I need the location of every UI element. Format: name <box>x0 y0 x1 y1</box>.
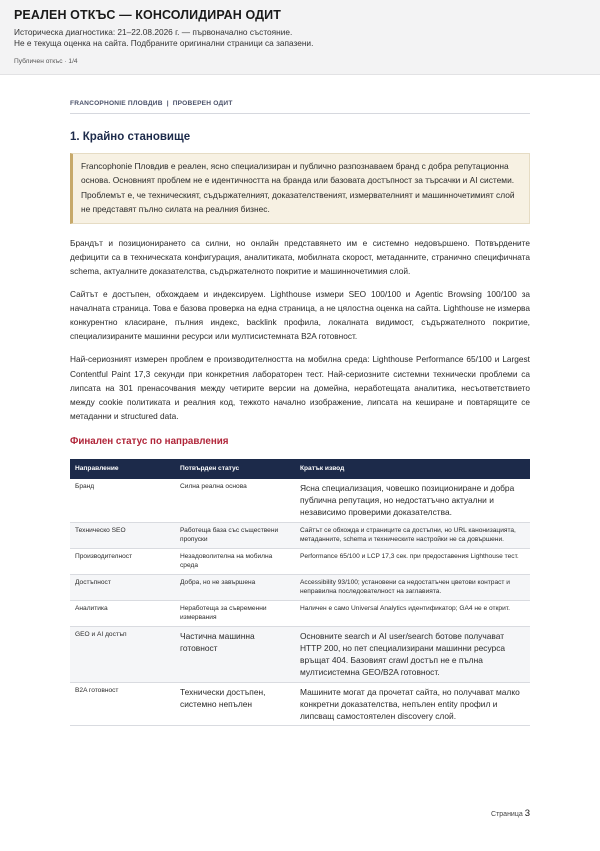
cell-area: Бранд <box>70 479 175 522</box>
table-row <box>70 600 530 626</box>
cell-status: Технически достъпен, системно непълен <box>175 682 295 726</box>
section-title: 1. Крайно становище <box>70 131 191 143</box>
cell-status: Добра, но не завършена <box>175 574 295 600</box>
column-header-summary: Кратък извод <box>295 459 530 479</box>
banner-note-date: Историческа диагностика: 21–22.08.2026 г. — първоначално състояние. <box>14 27 293 37</box>
cell-status: Частична машинна готовност <box>175 626 295 682</box>
cell-area: Достъпност <box>70 574 175 600</box>
header-brand: FRANCOPHONIE ПЛОВДИВ <box>70 100 163 107</box>
cell-summary: Наличен е само Universal Analytics идентификатор; GA4 не е открит. <box>295 600 530 626</box>
cell-summary: Ясна специализация, човешко позициониране и добра публична репутация, но недостатъчно актуални и независимо проверими доказателства. <box>295 479 530 522</box>
header-section: ПРОВЕРЕН ОДИТ <box>172 100 233 107</box>
cell-summary: Performance 65/100 и LCP 17,3 сек. при предоставения Lighthouse тест. <box>295 548 530 574</box>
table-row <box>70 522 530 548</box>
banner-meta: Публичен откъс · 1/4 <box>14 57 78 65</box>
table-row <box>70 548 530 574</box>
cell-status: Незадоволителна на мобилна среда <box>175 548 295 574</box>
summary-callout: Francophonie Пловдив е реален, ясно специализиран и публично разпознаваем бранд с добра репутационна основа. Основният проблем не е идентичността на бранда или базовата достъпност за търсачки и AI системи. Проблемът е, че техническият, съдържателният, доказателственият, измервателният и машинночетимият слой не представят пълно силата на реалния бизнес. <box>70 153 530 224</box>
header-separator: | <box>166 100 169 107</box>
cell-status: Работеща база със съществени пропуски <box>175 522 295 548</box>
table-row <box>70 479 530 522</box>
cell-status: Силна реална основа <box>175 479 295 522</box>
cell-area: Техническо SEO <box>70 522 175 548</box>
excerpt-banner <box>0 0 600 75</box>
page-number-value: 3 <box>524 808 530 819</box>
paragraph-3: Най-сериозният измерен проблем е производителността на мобилна среда: Lighthouse Performance 65/100 и Largest Contentful Paint 17,3 секунди при конкретния лабораторен тест. Най-сериозните системни технически проблеми са липсата на 301 пренасочвания между четирите версии на домейна, неработещата аналитика, несъответствието между cookie политиката и реалния код, тежкото начално изображение, липсата на кеширане и повтарящите се метаданни и structured data. <box>70 354 530 421</box>
cell-summary: Машините могат да прочетат сайта, но получават малко конкретни доказателства, непълен entity профил и липсващ самостоятелен discovery слой. <box>295 682 530 726</box>
column-header-area: Направление <box>70 459 175 479</box>
table-row <box>70 626 530 682</box>
table-header-row <box>70 459 530 479</box>
cell-area: Аналитика <box>70 600 175 626</box>
page-label: Страница <box>491 811 523 818</box>
paragraph-2: Сайтът е достъпен, обхождаем и индексируем. Lighthouse измери SEO 100/100 и Agentic Browsing 100/100 за началната страница. Това е базова проверка на една страница, а не цялостна оценка на сайта. Lighthouse не измерва конкурентно класиране, пълния индекс, backlink профила, локалната видимост, съдържателното покритие, специализираните машинни ресурси или мултисистемната B2A готовност. <box>70 289 530 342</box>
cell-area: B2A готовност <box>70 682 175 726</box>
cell-summary: Accessibility 93/100; установени са недостатъчен цветови контраст и неправилна последователност на заглавията. <box>295 574 530 600</box>
table-row <box>70 682 530 726</box>
cell-area: GEO и AI достъп <box>70 626 175 682</box>
paragraph-1: Брандът и позиционирането са силни, но онлайн представянето им е системно недовършено. Потвърдените дефицити са в техническата конфигурация, аналитиката, мобилната скорост, метаданните, странично специфичната schema, актуалните доказателства, съдържателното покритие и машинночетимия слой. <box>70 237 530 276</box>
status-section-title: Финален статус по направления <box>70 435 229 447</box>
cell-area: Производителност <box>70 548 175 574</box>
banner-note-disclaimer: Не е текуща оценка на сайта. Подбраните оригинални страници са запазени. <box>14 38 314 49</box>
banner-title: РЕАЛЕН ОТКЪС — КОНСОЛИДИРАН ОДИТ <box>14 8 281 22</box>
table-row <box>70 574 530 600</box>
document-running-header <box>70 100 530 114</box>
cell-summary: Основните search и AI user/search ботове получават HTTP 200, но пет специализирани машинни ресурса връщат 404. Базовият crawl достъп не е пълна мултисистемна GEO/B2A готовност. <box>295 626 530 682</box>
document-page <box>70 100 530 726</box>
status-table <box>70 459 530 726</box>
cell-status: Неработеща за съвременни измервания <box>175 600 295 626</box>
column-header-status: Потвърден статус <box>175 459 295 479</box>
page-number <box>491 808 530 819</box>
cell-summary: Сайтът се обхожда и страниците са достъпни, но URL канонизацията, метаданните, schema и техническите настройки не са довършени. <box>295 522 530 548</box>
